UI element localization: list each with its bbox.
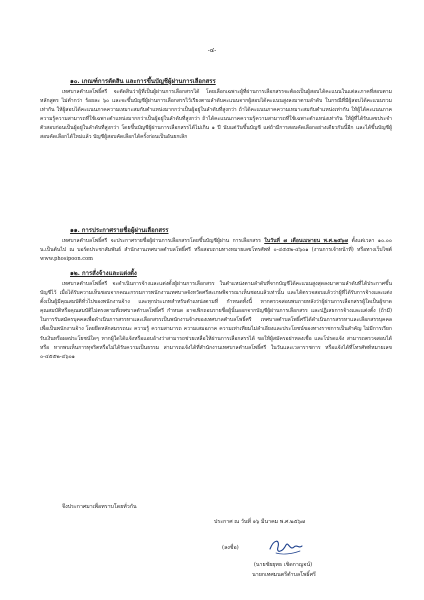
- section-evaluation-criteria: [40, 77, 392, 143]
- body-text: เทศบาลตำบลโพธิ์ศรี จะประกาศรายชื่อผู้ผ่านการเลือกสรรโดยขึ้นบัญชีผู้ผ่าน การเลือกสรร: [62, 238, 261, 244]
- signer-position: นายกเทศมนตรีตำบลโพธิ์ศรี: [252, 572, 316, 578]
- section-title: ๑๑. การประกาศรายชื่อผู้ผ่านเลือกสรร: [70, 227, 169, 234]
- page-number: -๔-: [207, 47, 217, 54]
- section-title: ๑๒. การสั่งจ้างและแต่งตั้ง: [70, 270, 137, 277]
- announcement-date: ประกาศ ณ วันที่ ๑๖ มีนาคม พ.ศ.๒๕๖๗: [214, 519, 305, 525]
- handwritten-signature: [266, 535, 306, 559]
- section-announcement-of-results: [40, 226, 392, 264]
- section-body: เทศบาลตำบลโพธิ์ศรี จะดำเนินการจ้างและแต่งตั้งผู้ผ่านการเลือกสรร ในตำแหน่งตามลำดับที่จากบัญชีได้คะแนนสูงสุดลงมาตามลำดับที่ได้ประกาศขึ้นบัญชีไว้ เมื่อได้รับความเห็นชอบจากคณะกรรมการพนักงานเทศบาลจังหวัดศรีสะเกษพิจารณาเห็นชอบแล้วเท่านั้น และได้ตรวจสอบแล้วว่าผู้ที่ได้รับการจ้างและแต่งตั้งเป็นผู้มีคุณสมบัติทั่วไปของพนักงานจ้าง และทุกประเภทสำหรับตำแหน่งตามที่ กำหนดทั้งนี้ หากตรวจสอบพบภายหลังว่าผู้ผ่านการเลือกสรรผู้ใดเป็นผู้ขาดคุณสมบัติหรือคุณสมบัติไม่ตรงตามที่เทศบาลตำบลโพธิ์ศรี กำหนด อาจเพิกถอนรายชื่อผู้นั้นออกจากบัญชีผู้ผ่านการเลือกสรร และปฏิเสธการจ้างและแต่งตั้ง (ถ้ามี) ในการรับสมัครบุคคลเพื่อดำเนินการสรรหาและเลือกสรรเป็นพนักงานจ้างของเทศบาลตำบลโพธิ์ศรี เทศบาลตำบลโพธิ์ศรีได้ดำเนินการสรรหาและเลือกสรรบุคคลเพื่อเป็นพนักงานจ้าง โดยยึดหลักสมรรถนะ ความรู้ ความสามารถ ความเสมอภาค ความเท่าเทียมไม่ลำเอียงและประโยชน์ของทางราชการเป็นสำคัญ ไม่มีการเรียกรับเงินหรือผลประโยชน์ใดๆ หากผู้ใดได้แจ้งหรือแอบอ้างว่าสามารถช่วยเหลือให้ผ่านการเลือกสรรได้ ขอให้ผู้สมัครอย่าหลงเชื่อ และโปรดแจ้ง สามารถตรวจสอบได้ หรือ หากพบเห็นการทุจริตหรือไม่ได้รับความเป็นธรรม สามารถแจ้งได้ที่สำนักงานเทศบาลตำบลโพธิ์ศรี ในวันและเวลาราชการ หรือแจ้งได้ที่โทรศัพท์หมายเลข ๐-๔๕๕๒-๔๖๐๑: [40, 281, 392, 360]
- section-title: ๑๐. เกณฑ์การตัดสิน และการขึ้นบัญชีผู้ผ่านการเลือกสรร: [70, 78, 216, 85]
- announcement-date-emphasis: ในวันที่ ๗ เดือนเมษายน พ.ศ.๒๕๖๗: [264, 238, 349, 244]
- section-body: [40, 237, 392, 264]
- signature-label: (ลงชื่อ): [222, 545, 239, 551]
- closing-statement: จึงประกาศมาเพื่อทราบโดยทั่วกัน: [62, 504, 137, 510]
- body-text: ตั้งแต่เวลา ๑๐.๐๐ น.เป็นต้นไป ณ บอร์ดประชาสัมพันธ์ สำนักงานเทศบาลตำบลโพธิ์ศรี หรือสอบถามทางหมายเลขโทรศัพท์ ๐-๔๕๕๒-๔๖๐๑ (งานการเจ้าหน้าที่) หรือทางเว็บไซต์ www.phosipoon.com: [40, 238, 392, 263]
- signer-name: (นายชัยยุทธ เชิดกาญจน์): [253, 562, 313, 568]
- section-hiring-and-appointment: [40, 269, 392, 362]
- section-body: เทศบาลตำบลโพธิ์ศรี จะตัดสินว่าผู้ที่เป็นผู้ผ่านการเลือกสรรได้ โดยเลือกเฉพาะผู้ที่ผ่านการเลือกสรรจะต้องเป็นผู้สอบได้คะแนนในแต่ละภาคที่สอบตามหลักสูตร ไม่ต่ำกว่า ร้อยละ ๖๐ และจะขึ้นบัญชีผู้ผ่านการเลือกสรรไว้เรียงตามลำดับคะแนนจากผู้สอบได้คะแนนสูงลงมาตามลำดับ ในกรณีที่มีผู้สอบได้คะแนนรวมเท่ากัน ให้ผู้สอบได้คะแนนภาคความเหมาะสมกับตำแหน่งมากกว่าเป็นผู้อยู่ในลำดับที่สูงกว่า ถ้าได้คะแนนภาคความเหมาะสมกับตำแหน่งเท่ากัน ให้ผู้ได้คะแนนภาคความรู้ความสามารถที่ใช้เฉพาะตำแหน่งมากกว่าเป็นผู้อยู่ในลำดับที่สูงกว่า ถ้าได้คะแนนภาคความรู้ความสามารถที่ใช้เฉพาะตำแหน่งเท่ากัน ให้ผู้ที่ได้รับเลขประจำตัวสอบก่อนเป็นผู้อยู่ในลำดับที่สูงกว่า โดยขึ้นบัญชีผู้ผ่านการเลือกสรรได้ไม่เกิน ๑ ปี นับแต่วันขึ้นบัญชี แต่ถ้ามีการสอบคัดเลือกอย่างเดียวกันนี้อีก และได้ขึ้นบัญชีผู้สอบคัดเลือกได้ใหม่แล้ว บัญชีผู้สอบคัดเลือกได้ครั้งก่อนเป็นอันยกเลิก: [40, 89, 392, 141]
